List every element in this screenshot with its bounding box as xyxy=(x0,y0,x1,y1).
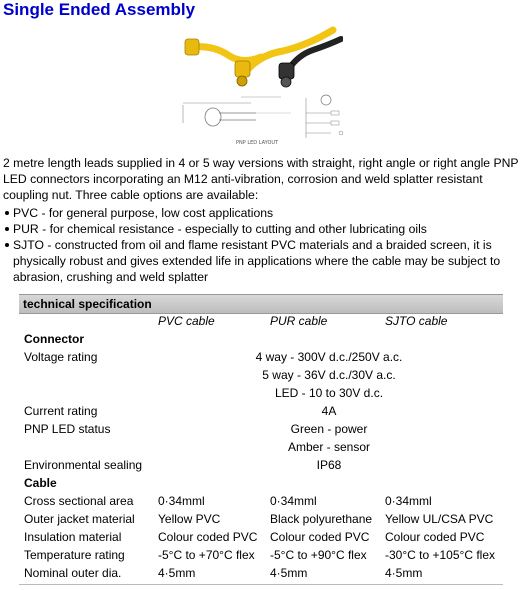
row-value: 4A xyxy=(321,404,337,418)
list-item: PUR - for chemical resistance - especially to cutting and other lubricating oils xyxy=(3,221,523,237)
cell-sjto: -30°C to +105°C flex xyxy=(385,548,495,562)
row-value: 5 way - 36V d.c./30V a.c. xyxy=(262,368,396,382)
cell-pur: Black polyurethane xyxy=(270,512,373,526)
cell-pur: 0·34mml xyxy=(270,494,317,508)
cell-pvc: Colour coded PVC xyxy=(158,530,258,544)
cell-pur: Colour coded PVC xyxy=(270,530,370,544)
table-row xyxy=(19,510,503,528)
row-label: Current rating xyxy=(24,404,98,418)
diagram-caption: PNP LED LAYOUT xyxy=(236,140,279,146)
table-row xyxy=(19,402,503,420)
row-value: Green - power xyxy=(290,422,368,436)
row-label: Environmental sealing xyxy=(24,458,143,472)
row-label: PNP LED status xyxy=(24,422,111,436)
section-heading: Connector xyxy=(24,332,84,346)
section-row xyxy=(19,330,503,348)
intro-paragraph: 2 metre length leads supplied in 4 or 5 way versions with straight, right angle or right angle PNP LED connectors incorporating an M12 anti-vibration, corrosion and weld splatter resistant coupling nut. Three cable options are available: xyxy=(3,156,519,202)
row-label: Cross sectional area xyxy=(24,494,134,508)
row-label: Insulation material xyxy=(24,530,122,544)
row-label: Outer jacket material xyxy=(24,512,135,526)
row-value: Amber - sensor xyxy=(287,440,371,454)
table-row xyxy=(19,546,503,564)
cell-sjto: 0·34mml xyxy=(385,494,432,508)
table-row xyxy=(19,564,503,582)
list-item: SJTO - constructed from oil and flame resistant PVC materials and a braided screen, it is physically robust and gives extended life in applications where the cable may be subject to abrasion, crushing and weld splatter xyxy=(3,237,523,285)
cell-sjto: 4·5mm xyxy=(385,566,423,580)
cell-pvc: -5°C to +70°C flex xyxy=(158,548,255,562)
table-row xyxy=(19,348,503,366)
table-row xyxy=(19,420,503,438)
cell-pvc: 0·34mml xyxy=(158,494,205,508)
cell-pvc: 4·5mm xyxy=(158,566,196,580)
row-label: Nominal outer dia. xyxy=(24,566,122,580)
row-value: LED - 10 to 30V d.c. xyxy=(274,386,384,400)
table-row xyxy=(19,438,503,456)
table-row xyxy=(19,456,503,474)
table-row xyxy=(19,366,503,384)
spec-table-title: technical specification xyxy=(23,297,152,311)
cell-pur: -5°C to +90°C flex xyxy=(270,548,367,562)
table-row xyxy=(19,528,503,546)
table-row xyxy=(19,384,503,402)
page-title: Single Ended Assembly xyxy=(3,0,196,19)
cable-options-list xyxy=(3,205,523,285)
spec-table-header xyxy=(19,294,503,314)
column-header: SJTO cable xyxy=(385,314,448,328)
row-label: Voltage rating xyxy=(24,350,98,364)
spec-table xyxy=(19,312,503,585)
row-label: Temperature rating xyxy=(24,548,125,562)
column-header: PVC cable xyxy=(158,314,215,328)
section-row xyxy=(19,474,503,492)
cell-pur: 4·5mm xyxy=(270,566,308,580)
cell-sjto: Colour coded PVC xyxy=(385,530,485,544)
list-item: PVC - for general purpose, low cost applications xyxy=(3,205,523,221)
section-heading: Cable xyxy=(24,476,57,490)
cell-pvc: Yellow PVC xyxy=(158,512,221,526)
row-value: IP68 xyxy=(316,458,342,472)
pnp-led-layout-drawing xyxy=(181,93,346,145)
product-photo xyxy=(183,25,343,90)
column-header: PUR cable xyxy=(270,314,328,328)
table-row xyxy=(19,492,503,510)
cell-sjto: Yellow UL/CSA PVC xyxy=(385,512,494,526)
column-header-row xyxy=(19,312,503,330)
row-value: 4 way - 300V d.c./250V a.c. xyxy=(255,350,403,364)
